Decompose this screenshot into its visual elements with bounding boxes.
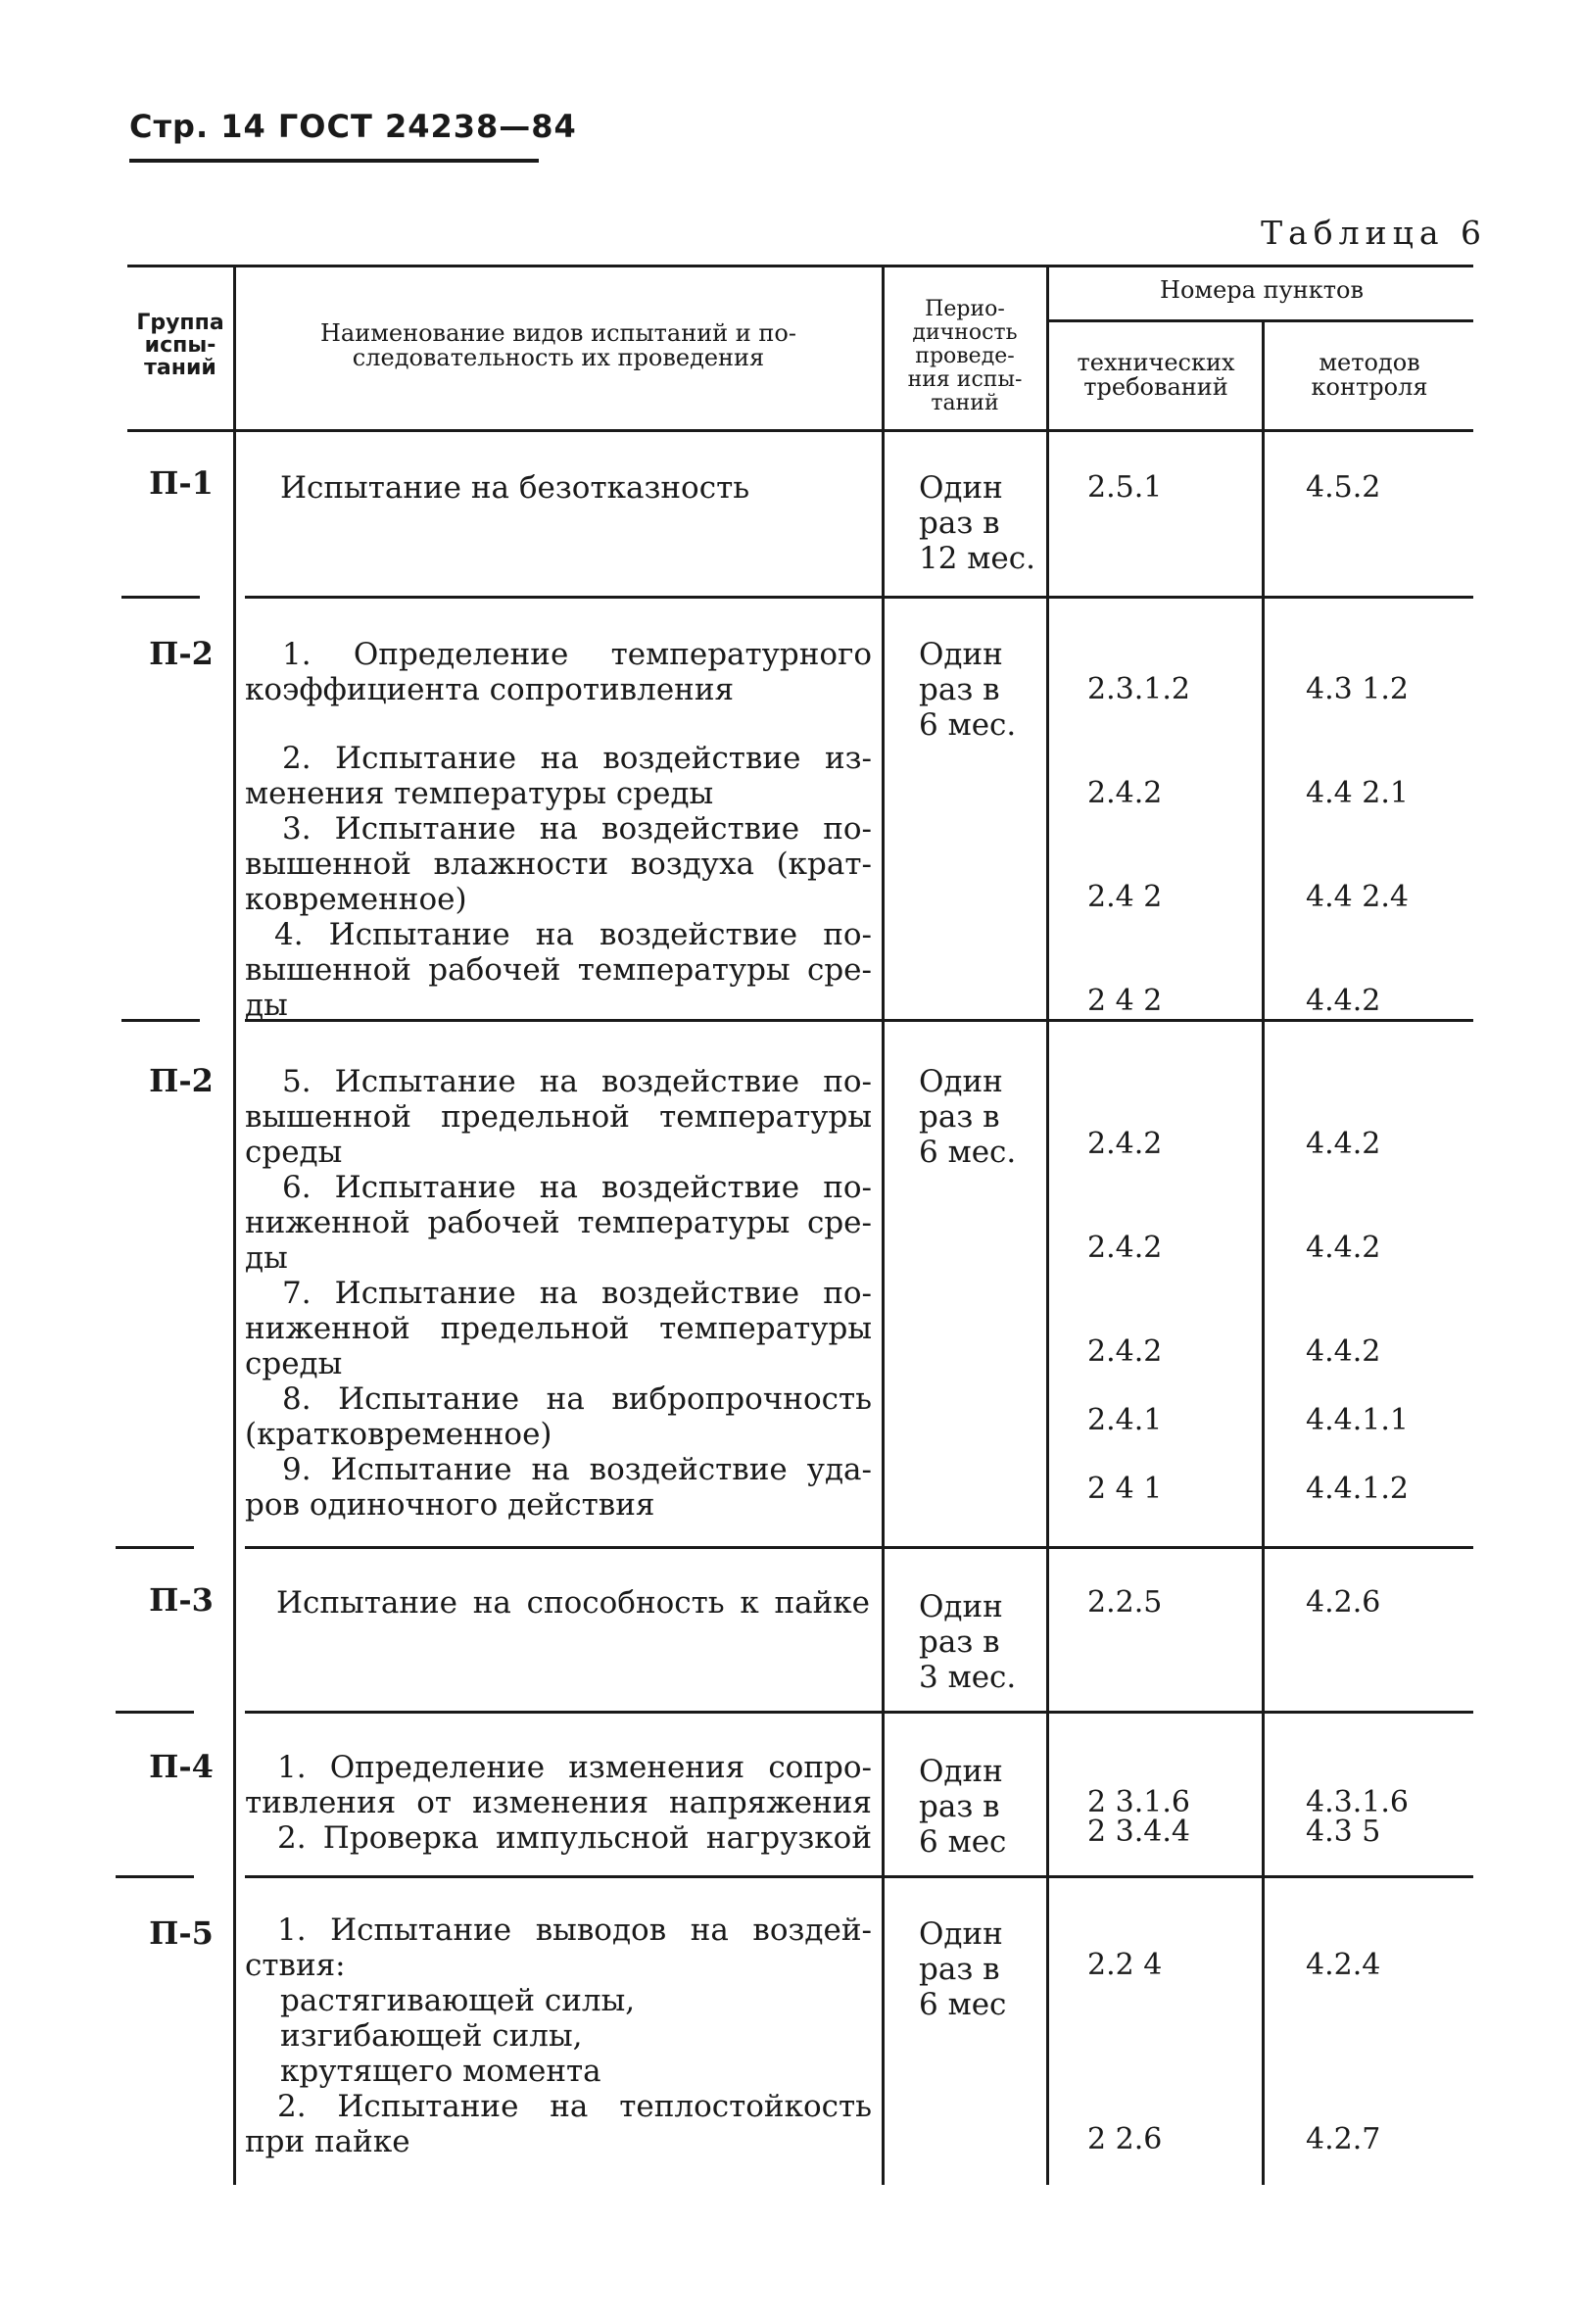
row-separator [245,596,1473,599]
header-methods: методов контроля [1311,349,1428,401]
row-separator [116,1711,194,1714]
tech-req-number: 2 4 1 [1087,1472,1163,1506]
tech-req-number: 2 3.4.4 [1087,1815,1190,1849]
header-group: Группа испы- таний [136,311,224,380]
test-period: Один раз в 6 мес [919,1754,1007,1860]
header-numbers: Номера пунктов [1160,276,1364,304]
body-col-divider-1 [233,431,236,2185]
test-description: Испытание на способность к пайке [276,1585,870,1621]
numbers-header-rule [1048,319,1473,322]
control-method-number: 4.4 2.4 [1306,880,1409,914]
test-description: 1. Определение изменения сопро- тивления от изменения напряжения 2. Проверка импульсной нагрузкой [245,1750,872,1856]
control-method-number: 4.2.4 [1306,1948,1381,1982]
table-caption: Таблица 6 [1261,214,1487,252]
tech-req-number: 2.4.2 [1087,1127,1163,1161]
page-header: Стр. 14 ГОСТ 24238—84 [129,108,577,145]
control-method-number: 4.3 1.2 [1306,672,1409,706]
tech-req-number: 2.4.2 [1087,776,1163,810]
row-separator [116,1875,194,1878]
test-description: 1. Испытание выводов на воздей- ствия: растягивающей силы, изгибающей силы, крутящего момента 2. Испытание на теплостойкость при пайке [245,1912,872,2159]
group-code: П-3 [149,1581,214,1619]
tech-req-number: 2 3.1.6 [1087,1785,1190,1819]
table-top-rule [127,265,1473,267]
control-method-number: 4.5.2 [1306,470,1381,505]
test-description: 5. Испытание на воздействие по- вышенной предельной температуры среды 6. Испытание на воздействие по- ниженной рабочей температуры сре- ды 7. Испытание на воздействие по- ниженной предельной температуры среды 8. Испытание на вибропрочность (кратковременное) 9. Испытание на воздействие уда- ров одиночного действия [245,1064,872,1523]
control-method-number: 4.4.2 [1306,1127,1381,1161]
test-description: 1. Определение температурного коэффициента сопротивления 2. Испытание на воздействие из- менения температуры среды 3. Испытание на воздействие по- вышенной влажности воздуха (крат- ковременное) 4. Испытание на воздействие по- вышенной рабочей температуры сре- ды [245,637,872,1023]
header-tech: технических требований [1077,349,1235,401]
body-col-divider-4 [1262,431,1265,2185]
test-period: Один раз в 12 мес. [919,470,1035,576]
group-code: П-2 [149,635,214,672]
body-col-divider-2 [882,431,885,2185]
test-period: Один раз в 6 мес. [919,637,1017,743]
tech-req-number: 2.5.1 [1087,470,1163,505]
control-method-number: 4.4.2 [1306,1231,1381,1265]
col-divider-1 [233,266,236,429]
control-method-number: 4.3.1.6 [1306,1785,1409,1819]
test-description: Испытание на безотказность [280,470,750,506]
control-method-number: 4.2.6 [1306,1585,1381,1620]
tech-req-number: 2.4.1 [1087,1403,1163,1437]
header-period: Перио- дичность проведе- ния испы- таний [907,297,1023,415]
header-name: Наименование видов испытаний и по- следовательность их проведения [320,319,796,371]
col-divider-3 [1046,266,1049,429]
control-method-number: 4.4.2 [1306,984,1381,1018]
row-separator [121,1019,200,1022]
row-separator [245,1711,1473,1714]
control-method-number: 4.4.1.1 [1306,1403,1409,1437]
control-method-number: 4.4 2.1 [1306,776,1409,810]
tech-req-number: 2.4 2 [1087,880,1163,914]
row-separator [116,1546,194,1549]
control-method-number: 4.4.1.2 [1306,1472,1409,1506]
tech-req-number: 2.4.2 [1087,1231,1163,1265]
tech-req-number: 2.4.2 [1087,1334,1163,1369]
tech-req-number: 2 2.6 [1087,2122,1163,2156]
header-rule [129,159,539,163]
tech-req-number: 2.2 4 [1087,1948,1163,1982]
tech-req-number: 2.3.1.2 [1087,672,1190,706]
tech-req-number: 2 4 2 [1087,984,1163,1018]
control-method-number: 4.3 5 [1306,1815,1381,1849]
group-code: П-4 [149,1748,214,1785]
header-bottom-rule [127,429,1473,432]
group-code: П-5 [149,1914,214,1952]
control-method-number: 4.4.2 [1306,1334,1381,1369]
control-method-number: 4.2.7 [1306,2122,1381,2156]
test-period: Один раз в 6 мес [919,1916,1007,2022]
test-period: Один раз в 6 мес. [919,1064,1017,1170]
test-period: Один раз в 3 мес. [919,1589,1017,1695]
tech-req-number: 2.2.5 [1087,1585,1163,1620]
group-code: П-2 [149,1062,214,1099]
group-code: П-1 [149,464,214,502]
row-separator [245,1875,1473,1878]
row-separator [121,596,200,599]
col-divider-4 [1262,319,1265,429]
row-separator [245,1546,1473,1549]
body-col-divider-3 [1046,431,1049,2185]
